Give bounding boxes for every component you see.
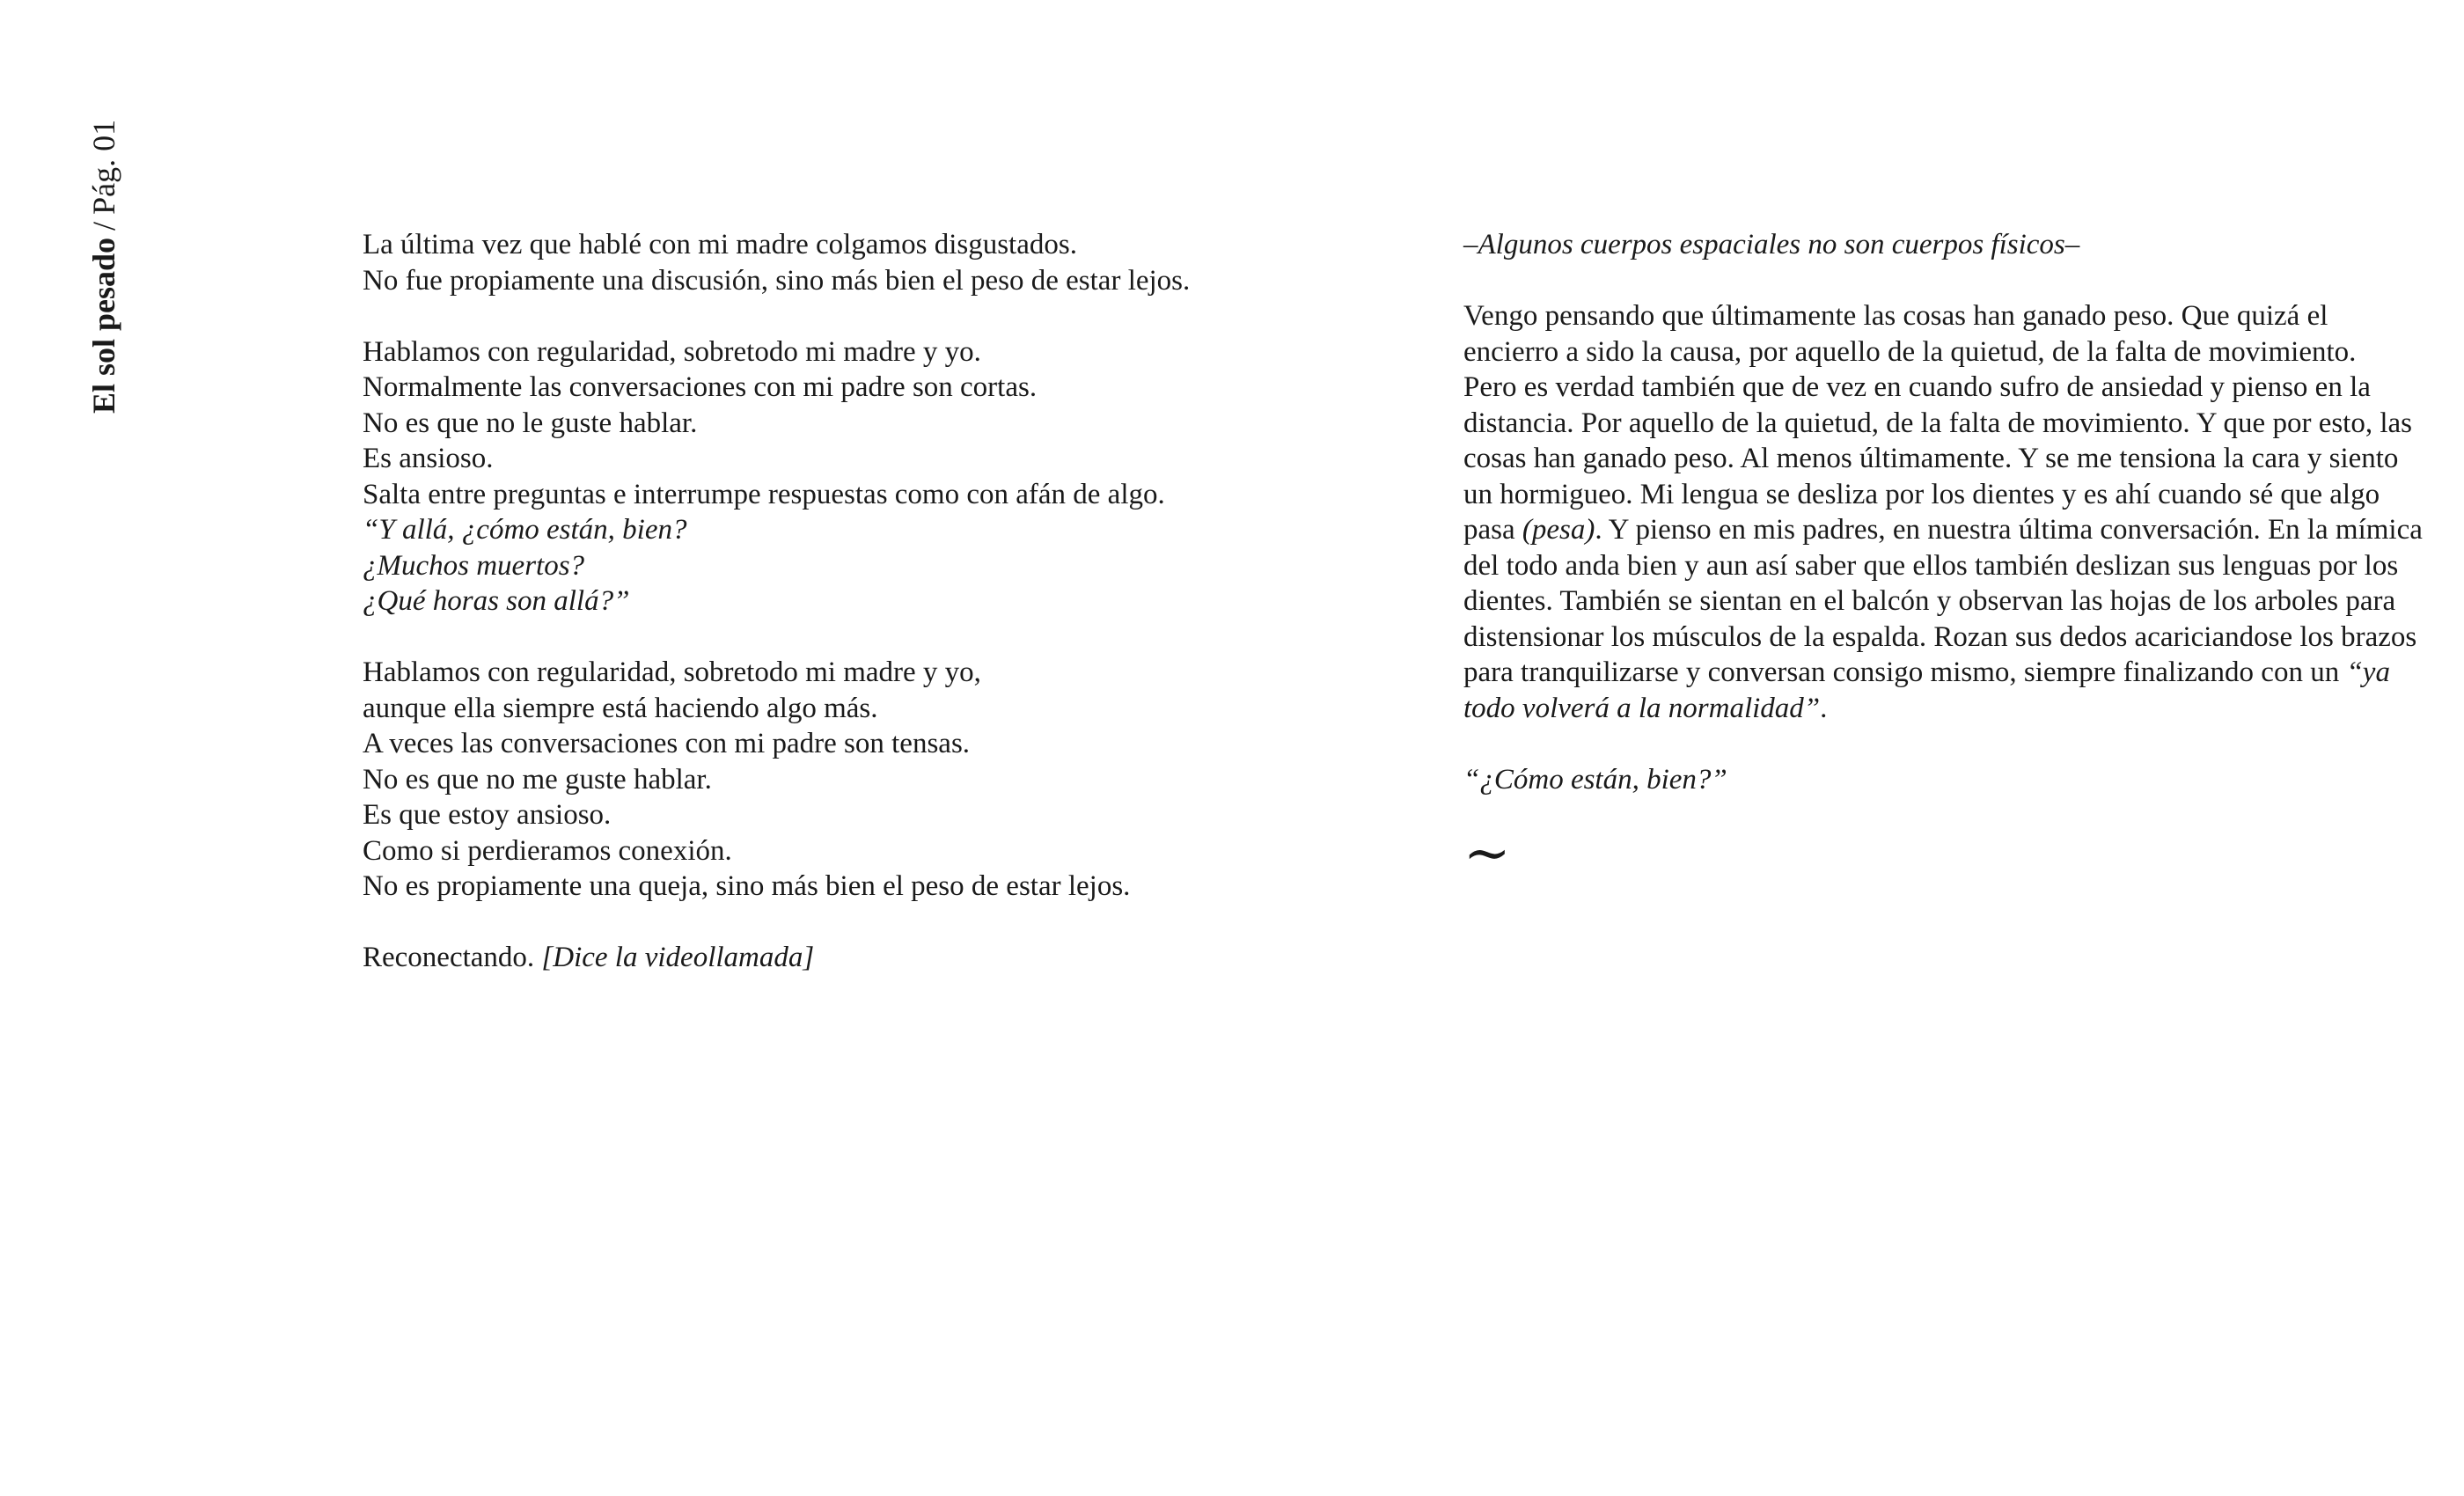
paragraph-line: encierro a sido la causa, por aquello de la quietud, de la falta de movimiento.	[1463, 335, 2357, 368]
paragraph-line	[1463, 655, 2407, 691]
quoted-line: “Y allá, ¿cómo están, bien?	[363, 514, 687, 546]
paragraph-break	[1463, 263, 2407, 299]
paragraph-line	[1463, 691, 2407, 727]
text-line: aunque ella siempre está haciendo algo más.	[363, 692, 878, 724]
closing-text: Reconectando.	[363, 942, 535, 973]
text-line: Es que estoy ansioso.	[363, 799, 612, 831]
paragraph-line: distancia. Por aquello de la quietud, de la falta de movimiento. Y que por esto, las	[1463, 407, 2413, 439]
text-line: A veces las conversaciones con mi padre son tensas.	[363, 728, 971, 759]
text-line: Hablamos con regularidad, sobretodo mi madre y yo.	[363, 335, 981, 368]
right-text-column	[1463, 227, 2423, 884]
text-line: Como si perdieramos conexión.	[363, 834, 732, 867]
text-line: Es ansioso.	[363, 443, 494, 474]
text-line: Hablamos con regularidad, sobretodo mi madre y yo,	[363, 656, 981, 688]
paragraph-fragment: .	[1820, 692, 1828, 724]
text-line: La última vez que hablé con mi madre colgamos disgustados.	[363, 229, 1077, 260]
quoted-line: ¿Muchos muertos?	[363, 549, 585, 582]
text-line: No es propiamente una queja, sino más bien el peso de estar lejos.	[363, 870, 1131, 902]
italic-quote: “ya	[2346, 656, 2390, 688]
italic-aside: (pesa)	[1522, 514, 1595, 546]
italic-quote: todo volverá a la normalidad”	[1463, 692, 1821, 724]
epigraph: –Algunos cuerpos espaciales no son cuerpos físicos–	[1463, 229, 2080, 260]
paragraph-line: Vengo pensando que últimamente las cosas han ganado peso. Que quizá el	[1463, 300, 2328, 332]
page-number: Pág. 01	[86, 119, 121, 215]
stage-direction: [Dice la videollamada]	[541, 942, 815, 973]
paragraph-fragment: para tranquilizarse y conversan consigo mismo, siempre finalizando con un	[1463, 656, 2340, 688]
paragraph-fragment: pasa	[1463, 514, 1515, 546]
text-line: Normalmente las conversaciones con mi padre son cortas.	[363, 371, 1038, 403]
paragraph-line: un hormigueo. Mi lengua se desliza por los dientes y es ahí cuando sé que algo	[1463, 478, 2380, 510]
text-line: Salta entre preguntas e interrumpe respuestas como con afán de algo.	[363, 478, 1165, 510]
paragraph-fragment: . Y pienso en mis padres, en nuestra última conversación. En la mímica	[1595, 514, 2423, 546]
paragraph-line: cosas han ganado peso. Al menos últimamente. Y se me tensiona la cara y siento	[1463, 443, 2399, 474]
text-line: No es que no le guste hablar.	[363, 407, 698, 439]
paragraph-line: Pero es verdad también que de vez en cuando sufro de ansiedad y pienso en la	[1463, 371, 2371, 403]
closing-question: “¿Cómo están, bien?”	[1463, 763, 1727, 796]
paragraph-line	[1463, 512, 2423, 548]
stanza-break	[363, 298, 1375, 334]
header-separator: /	[86, 221, 121, 231]
paragraph-line: dientes. También se sientan en el balcón y observan las hojas de los arboles para	[1463, 585, 2396, 617]
paragraph-line: distensionar los músculos de la espalda. Rozan sus dedos acariciandose los brazos	[1463, 620, 2417, 653]
closing-line	[363, 940, 1375, 976]
stanza-break	[363, 620, 1375, 656]
text-line: No fue propiamente una discusión, sino más bien el peso de estar lejos.	[363, 264, 1191, 297]
text-line: No es que no me guste hablar.	[363, 763, 712, 796]
quoted-line: ¿Qué horas son allá?”	[363, 585, 630, 617]
paragraph-line: del todo anda bien y aun así saber que ellos también deslizan sus lenguas por los	[1463, 549, 2399, 582]
stanza-break	[363, 905, 1375, 941]
document-title: El sol pesado	[86, 237, 121, 414]
running-header	[86, 120, 121, 414]
paragraph-break	[1463, 726, 2407, 762]
left-text-column	[363, 227, 1375, 976]
tilde-ornament: ∼	[1463, 822, 1511, 884]
